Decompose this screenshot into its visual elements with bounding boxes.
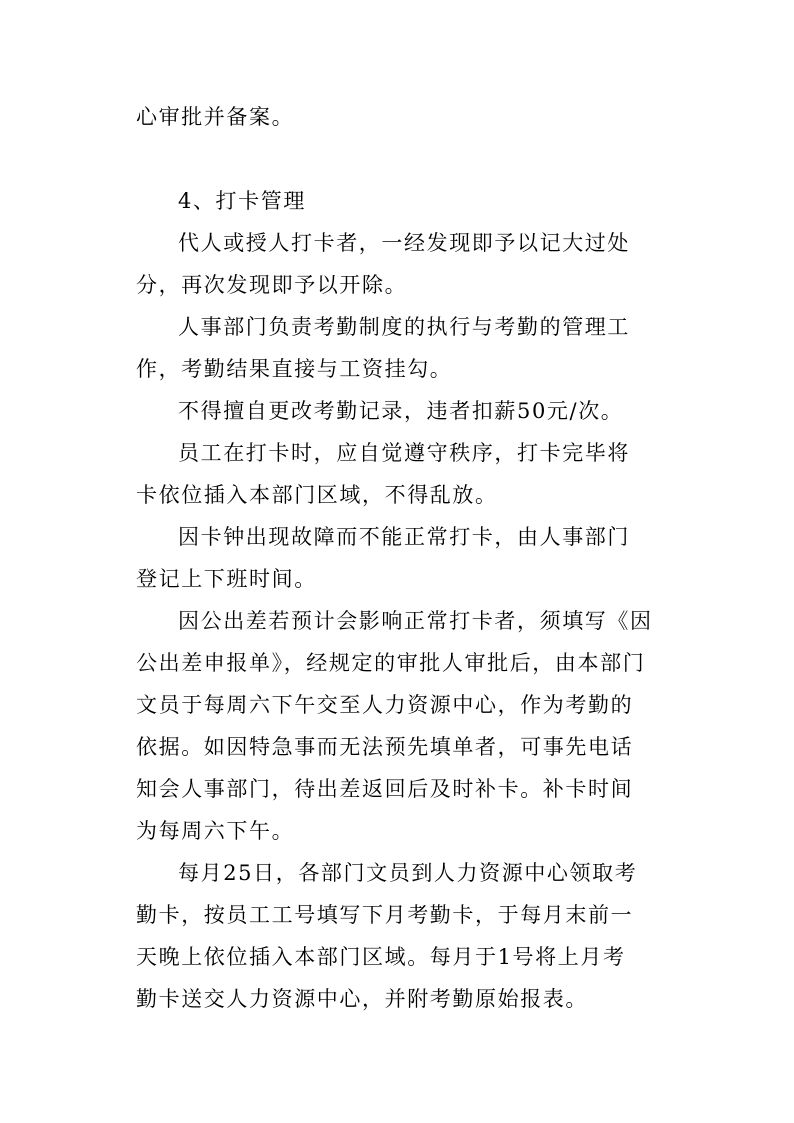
paragraph-line: 天晚上依位插入本部门区域。每月于1号将上月考 [136, 945, 626, 969]
paragraph-line: 因公出差若预计会影响正常打卡者，须填写《因 [178, 609, 653, 633]
paragraph-line: 不得擅自更改考勤记录，违者扣薪50元/次。 [178, 399, 624, 423]
paragraph-line: 勤卡送交人力资源中心，并附考勤原始报表。 [136, 987, 588, 1011]
paragraph-line: 勤卡，按员工工号填写下月考勤卡，于每月末前一 [136, 903, 634, 927]
paragraph-line: 代人或授人打卡者，一经发现即予以记大过处 [178, 231, 630, 255]
section-heading: 4、打卡管理 [178, 189, 306, 213]
paragraph-line: 依据。如因特急事而无法预先填单者，可事先电话 [136, 735, 634, 759]
paragraph-line: 分，再次发现即予以开除。 [136, 273, 408, 297]
paragraph-line: 登记上下班时间。 [136, 567, 317, 591]
paragraph-line: 公出差申报单》，经规定的审批人审批后，由本部门 [136, 651, 646, 675]
paragraph-line: 知会人事部门，待出差返回后及时补卡。补卡时间 [136, 777, 634, 801]
paragraph-line: 文员于每周六下午交至人力资源中心，作为考勤的 [136, 693, 634, 717]
paragraph-line: 作，考勤结果直接与工资挂勾。 [136, 357, 453, 381]
paragraph-line: 每月25日，各部门文员到人力资源中心领取考 [178, 861, 638, 885]
paragraph-line: 卡依位插入本部门区域，不得乱放。 [136, 483, 498, 507]
paragraph-line: 员工在打卡时，应自觉遵守秩序，打卡完毕将 [178, 441, 630, 465]
paragraph-line: 人事部门负责考勤制度的执行与考勤的管理工 [178, 315, 630, 339]
paragraph-line: 因卡钟出现故障而不能正常打卡，由人事部门 [178, 525, 630, 549]
text-line: 心审批并备案。 [136, 105, 295, 129]
paragraph-line: 为每周六下午。 [136, 819, 295, 843]
